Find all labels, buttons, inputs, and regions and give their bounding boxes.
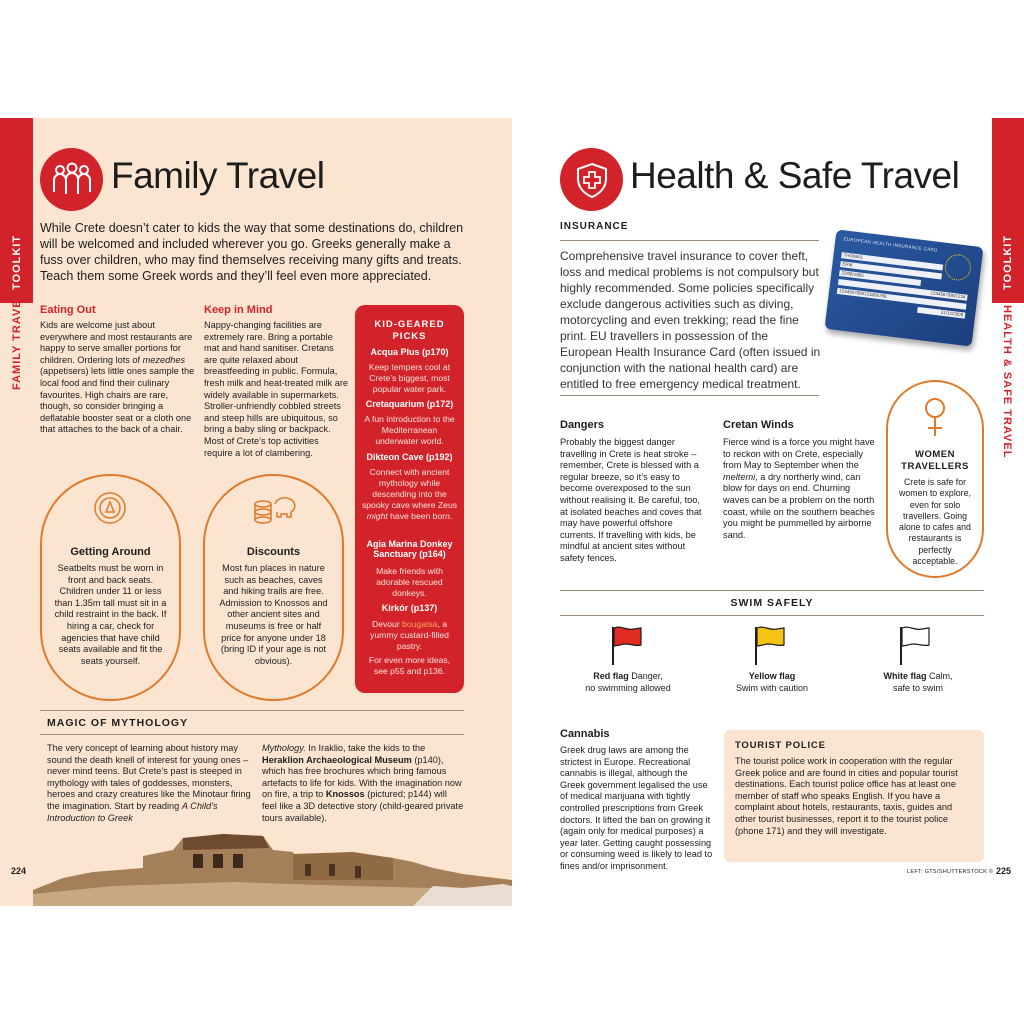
intro-paragraph: While Crete doesn’t cater to kids the way that some destinations do, children will be welcomed and included wherever you go. Greeks generally make a fuss over children, who may find themselves receiving many gifts and treats. Teach them some Greek words and they’ll feel even more appreciated. xyxy=(40,221,464,283)
knossos-photo xyxy=(33,828,512,906)
kid-pick-body: Keep tempers cool at Crete’s biggest, most popular water park. xyxy=(368,362,451,394)
family-icon xyxy=(40,148,103,211)
kid-pick-body: Make friends with adorable rescued donkeys. xyxy=(376,566,443,598)
shield-cross-icon xyxy=(560,148,623,211)
toolkit-tab-label: TOOLKIT xyxy=(11,234,23,290)
divider xyxy=(40,734,464,735)
kid-pick-title: Acqua Plus (p170) xyxy=(370,347,449,357)
insurance-heading: INSURANCE xyxy=(560,221,629,232)
kid-picks-footer: For even more ideas, see p55 and p136. xyxy=(368,655,451,676)
tourist-police-body: The tourist police work in cooperation with the regular Greek police and are found in cities and popular tourist destinations. Each tourist police office has at least one member of staff who speaks English. If you have a complaint about hotels, restaurants, taxis, guides and other tourist businesses, report it to the tourist police (phone 171) and they will investigate. xyxy=(735,756,958,836)
page-number-left: 224 xyxy=(11,866,27,876)
page-title: Health & Safe Travel xyxy=(630,155,960,196)
health-insurance-card xyxy=(824,229,983,346)
piggy-bank-icon xyxy=(251,492,297,533)
women-travellers-title: WOMEN TRAVELLERS xyxy=(901,449,969,472)
women-travellers-card xyxy=(886,380,984,578)
divider xyxy=(560,240,819,241)
kid-pick-title: Kirkór (p137) xyxy=(381,603,438,613)
cretan-winds-heading: Cretan Winds xyxy=(723,419,794,431)
yellow-flag-icon xyxy=(753,625,787,672)
discounts-body: Most fun places in nature such as beaches, caves and hiking trails are free. Admission to Knossos and other ancient sites and museums is free or half price for anyone under 18 (bring ID if your age is not obvious). xyxy=(219,563,328,666)
kid-pick-body: Connect with ancient mythology while descending into the spooky cave where Zeus might have been born. xyxy=(361,467,458,521)
female-symbol-icon xyxy=(921,396,949,443)
divider xyxy=(40,710,464,711)
keep-in-mind-body: Nappy-changing facilities are extremely rare. Bring a portable mat and hand sanitiser. Cretans are quite relaxed about breastfeeding in public. Formula, fresh milk and heat-treated milk are widely available in supermarkets. Stroller-unfriendly cobbled streets and steep hills are ubiquitous, so bring a baby sling or backpack. Most of Crete’s top activities require a lot of clambering. xyxy=(204,320,348,458)
page-title: Family Travel xyxy=(111,155,325,196)
eu-stars-icon xyxy=(943,253,972,282)
getting-around-title: Getting Around xyxy=(70,546,151,558)
swim-safely-heading: SWIM SAFELY xyxy=(730,597,814,609)
keep-in-mind-heading: Keep in Mind xyxy=(204,304,273,316)
compass-icon xyxy=(92,490,128,531)
insurance-body: Comprehensive travel insurance to cover theft, loss and medical problems is not compulsory but highly recommended. Some policies specifically exclude dangerous activities such as diving, motorcycling and even trekking; read the fine print. EU travellers in possession of the European Health Insurance Card (often issued in conjunction with the national health card) are entitled to free emergency medical treatment. xyxy=(560,249,821,391)
photo-credit: LEFT: GTS/SHUTTERSTOCK © xyxy=(907,869,994,875)
mythology-col1: The very concept of learning about history may sound the death knell of interest for young ones – never mind teens. But Crete’s past is steeped in mythology with tales of goddesses, monsters, heroes and crazy creatures like the Minotaur firing the imagination. Start by reading A Child’s Introduction to Greek xyxy=(47,743,251,823)
card-field: 1234567890123456789 xyxy=(837,288,967,310)
red-flag-caption: Red flag Danger, no swimming allowed xyxy=(585,671,671,693)
divider xyxy=(560,590,984,591)
card-field: THOMAS xyxy=(841,252,943,270)
dangers-body: Probably the biggest danger travelling in Crete is heat stroke – remember, Crete is blessed with a regular breeze, so it’s easy to become overexposed to the sun without realising it. Be careful, too, at isolated beaches and coves that may have powerful offshore currents. If travelling with kids, be mindful at ancient sites without safety fences. xyxy=(560,437,702,563)
kid-pick-body: A fun introduction to the Mediterranean underwater world. xyxy=(364,414,455,446)
kid-pick-title: Dikteon Cave (p192) xyxy=(366,452,453,462)
mythology-col2: Mythology. In Iraklio, take the kids to the Heraklion Archaeological Museum (p140), which has free brochures which bring famous artefacts to life for kids. With the imagination now on fire, a trip to Knossos (pictured; p144) will feel like a 3D detective story (child-geared private tours available). xyxy=(262,743,464,823)
eating-out-heading: Eating Out xyxy=(40,304,96,316)
card-field: ERIK xyxy=(840,261,942,279)
kid-pick-body: Devour bougatsa, a yummy custard-filled pastry. xyxy=(370,619,449,651)
kid-geared-picks-box xyxy=(355,305,464,693)
kid-picks-heading: KID-GEARED PICKS xyxy=(374,319,445,342)
cannabis-body: Greek drug laws are among the strictest in Europe. Recreational cannabis is illegal, although the Greek government legalised the use of medical marijuana with tightly controlled prescriptions from Greek doctors. It lifted the ban on growing it (again only for medical purposes) a year later. Getting caught possessing or consuming weed is likely to lead to fines and/or imprisonment. xyxy=(560,745,713,871)
discounts-title: Discounts xyxy=(246,546,301,558)
cannabis-heading: Cannabis xyxy=(560,728,610,740)
toolkit-tab-label: TOOLKIT xyxy=(1002,234,1014,290)
kid-pick-title: Agia Marina Donkey Sanctuary (p164) xyxy=(366,539,453,559)
card-field: 12345678901234 xyxy=(838,279,968,301)
section-side-label: HEALTH & SAFE TRAVEL xyxy=(1001,305,1013,459)
cretan-winds-body: Fierce wind is a force you might have to reckon with on Crete, especially from May to September when the meltemi, a dry northerly wind, can blow for days on end. Churning waves can be a problem on the north coast, while on the southern beaches you might be pummelled by airborne sand. xyxy=(723,437,875,540)
getting-around-body: Seatbelts must be worn in front and back seats. Children under 11 or less than 1.35m tall must sit in a child restraint in the back. If hiring a car, check for agencies that have child seats available and fit the seats yourself. xyxy=(54,563,167,666)
divider xyxy=(560,395,819,396)
divider xyxy=(560,615,984,616)
white-flag-caption: White flag Calm, safe to swim xyxy=(883,671,953,693)
tourist-police-box xyxy=(724,730,984,862)
women-travellers-body: Crete is safe for women to explore, even for solo travellers. Going alone to cafes and restaurants is perfectly acceptable. xyxy=(899,477,971,567)
tourist-police-heading: TOURIST POLICE xyxy=(735,740,826,751)
card-field: 31/12/2009 xyxy=(917,307,965,319)
page-number-right: 225 xyxy=(996,866,1012,876)
red-flag-icon xyxy=(610,625,644,672)
section-side-label: FAMILY TRAVEL xyxy=(11,291,23,390)
dangers-heading: Dangers xyxy=(560,419,605,431)
mythology-heading: MAGIC OF MYTHOLOGY xyxy=(47,717,189,729)
kid-pick-title: Cretaquarium (p172) xyxy=(365,399,454,409)
yellow-flag-caption: Yellow flag Swim with caution xyxy=(735,671,809,693)
card-field: 22/06/1965 xyxy=(839,270,921,286)
eating-out-body: Kids are welcome just about everywhere and most restaurants are happy to serve smaller portions for children. Ordering lots of mezedhes (appetisers) lets little ones sample the local food and find their culinary favourites. High chairs are rare, though, so consider bringing a deflatable booster seat or a cloth one that attaches to the back of a chair. xyxy=(40,320,195,435)
card-title: EUROPEAN HEALTH INSURANCE CARD xyxy=(843,236,938,253)
getting-around-card xyxy=(40,474,181,701)
discounts-card xyxy=(203,474,344,701)
white-flag-icon xyxy=(898,625,932,672)
